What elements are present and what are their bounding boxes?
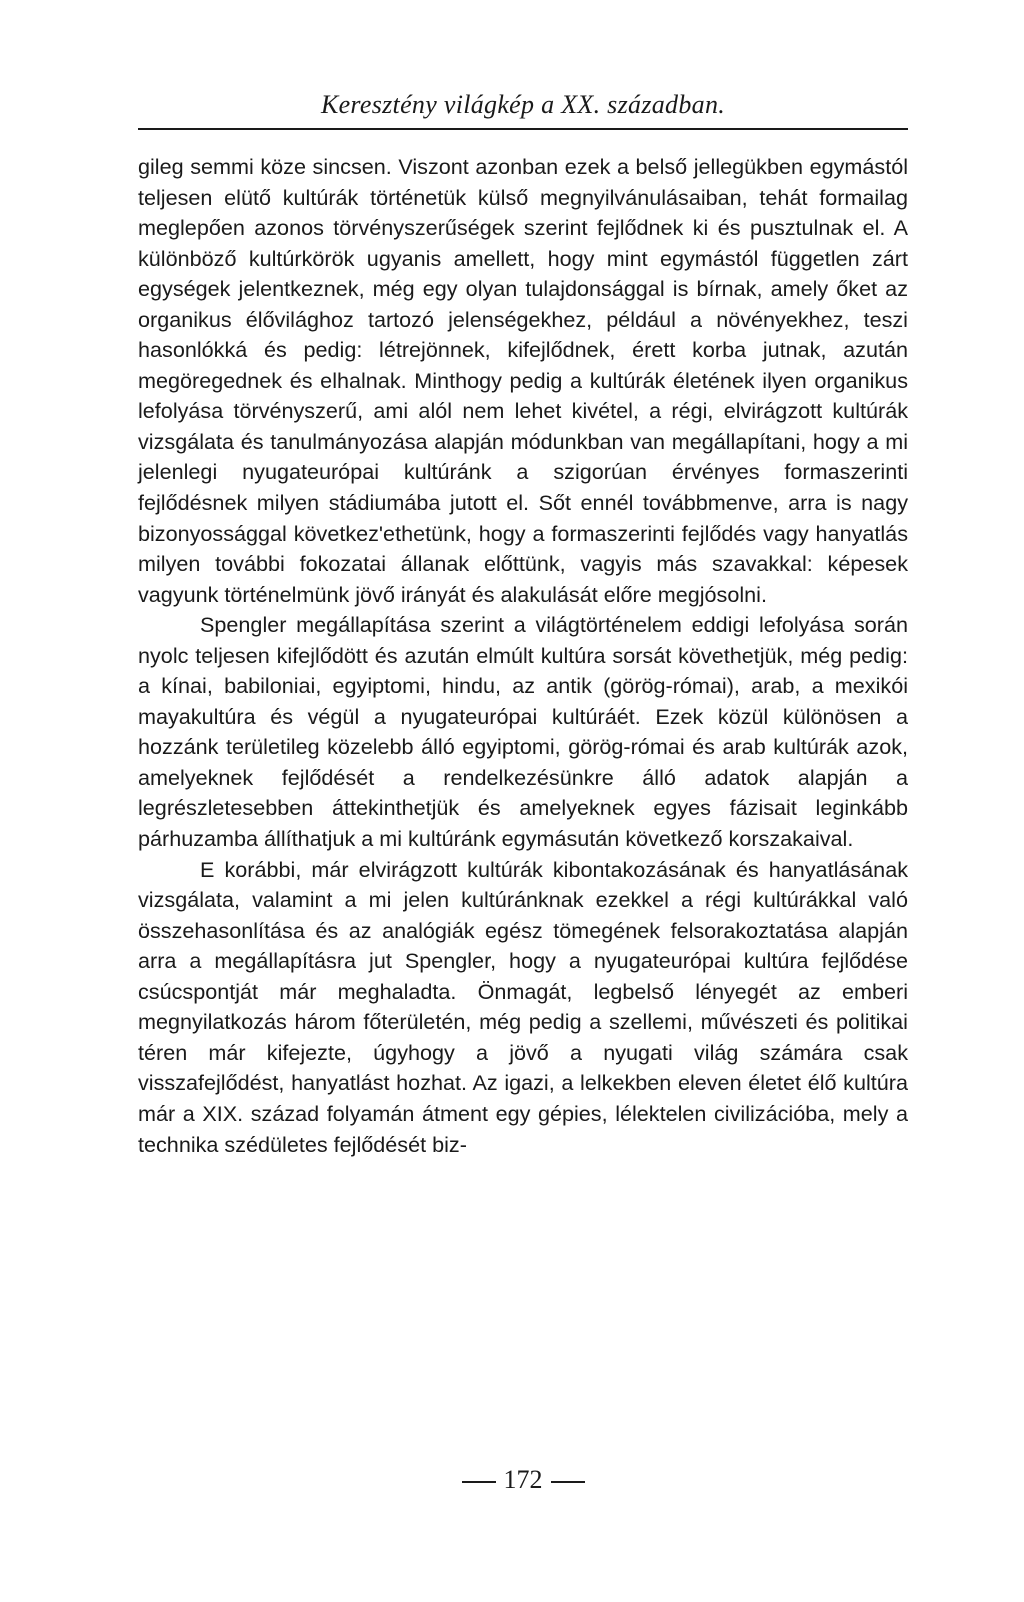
folio-dash-left: [462, 1481, 496, 1483]
page-number: 172: [503, 1465, 543, 1494]
folio-dash-right: [551, 1481, 585, 1483]
paragraph-2: Spengler megállapítása szerint a világtörténelem eddigi lefolyása során nyolc teljesen kifejlődött és azután elmúlt kultúra sorsát követhetjük, még pedig: a kínai, babiloniai, egyiptomi, hindu, az antik (görög-római), arab, a mexikói mayakultúra és végül a nyugateurópai kultúráét. Ezek közül különösen a hozzánk területileg közelebb álló egyiptomi, görög-római és arab kultúrák azok, amelyeknek fejlődését a rendelkezésünkre álló adatok alapján a legrészletesebben áttekinthetjük és amelyeknek egyes fázisait leginkább párhuzamba állíthatjuk a mi kultúránk egymásután következő korszakaival.: [138, 612, 908, 852]
header-rule: [138, 128, 908, 130]
page-number-block: [138, 1465, 908, 1495]
running-title: Keresztény világkép a XX. században.: [320, 90, 726, 119]
body-text: [138, 152, 908, 1160]
paragraph-1: gileg semmi köze sincsen. Viszont azonban ezek a belső jellegükben egymástól teljesen elütő kultúrák történetük külső megnyilvánulásaiban, tehát formailag meglepően azonos törvényszerűségek szerint fejlődnek ki és pusztulnak el. A különböző kultúrkörök ugyanis amellett, hogy mint egymástól független zárt egységek jelentkeznek, még egy olyan tulajdonsággal is bírnak, amely őket az organikus élővilághoz tartozó jelenségekhez, például a növényekhez, teszi hasonlókká és pedig: létrejönnek, kifejlődnek, érett korba jutnak, azután megöregednek és elhalnak. Minthogy pedig a kultúrák életének ilyen organikus lefolyása törvényszerű, ami alól nem lehet kivétel, a régi, elvirágzott kultúrák vizsgálata és tanulmányozása alapján módunkban van megállapítani, hogy a mi jelenlegi nyugateurópai kultúránk a szigorúan érvényes formaszerinti fejlődésnek milyen stádiumába jutott el. Sőt ennél továbbmenve, arra is nagy bizonyossággal következ'ethetünk, hogy a formaszerinti fejlődés vagy hanyatlás milyen további fokozatai állanak előttünk, vagyis más szavakkal: képesek vagyunk történelmünk jövő irányát és alakulását előre megjósolni.: [138, 154, 908, 607]
paragraph-3: E korábbi, már elvirágzott kultúrák kibontakozásának és hanyatlásának vizsgálata, valamint a mi jelen kultúránknak ezekkel a régi kultúrákkal való összehasonlítása és az analógiák egész tömegének felsorakoztatása alapján arra a megállapításra jut Spengler, hogy a nyugateurópai kultúra fejlődése csúcspontját már meghaladta. Önmagát, legbelső lényegét az emberi megnyilatkozás három főterületén, még pedig a szellemi, művészeti és politikai téren már kifejezte, úgyhogy a jövő a nyugati világ számára csak visszafejlődést, hanyatlást hozhat. Az igazi, a lelkekben eleven életet élő kultúra már a XIX. század folyamán átment egy gépies, lélektelen civilizációba, mely a technika szédületes fejlődését biz-: [138, 856, 908, 1157]
